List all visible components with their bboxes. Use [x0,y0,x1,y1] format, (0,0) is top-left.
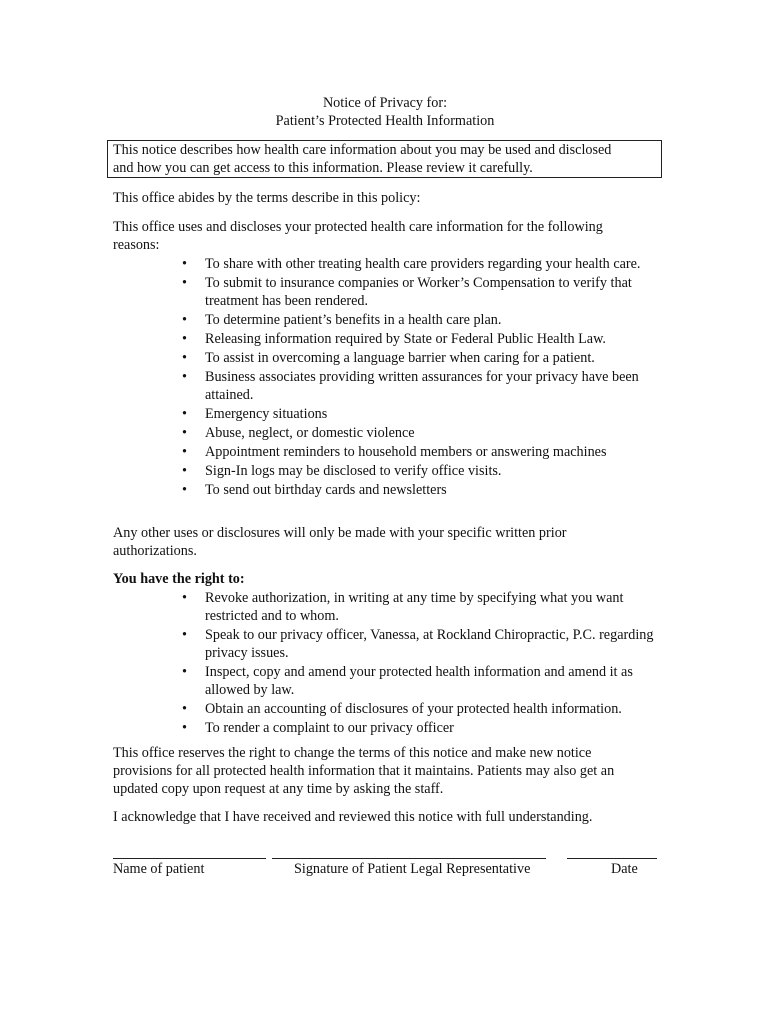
date-signature-line [567,858,657,859]
bullet-icon: • [182,482,187,498]
bullet-icon: • [182,256,187,272]
list-item: • Inspect, copy and amend your protected health information and amend it as allowed by law. [182,664,633,698]
bullet-icon: • [182,406,187,422]
bullet-icon: • [182,463,187,479]
list-item: • To determine patient’s benefits in a health care plan. [182,312,502,328]
bullet-icon: • [182,312,187,328]
bullet-icon: • [182,627,187,643]
bullet-icon: • [182,701,187,717]
title-line-1: Notice of Privacy for: [322,95,448,111]
list-item: • Business associates providing written assurances for your privacy have been attained. [182,369,639,403]
list-item: • To send out birthday cards and newsletters [182,482,447,498]
list-item: • Releasing information required by State or Federal Public Health Law. [182,331,606,347]
abides-text: This office abides by the terms describe in this policy: [113,190,421,206]
list-item: • Sign-In logs may be disclosed to verify office visits. [182,463,502,479]
signature-label: Signature of Patient Legal Representative [294,861,531,877]
list-item: • Revoke authorization, in writing at any time by specifying what you want restricted and to whom. [182,590,624,624]
bullet-icon: • [182,444,187,460]
bullet-icon: • [182,331,187,347]
uses-intro-line-2: reasons: [113,237,160,253]
notice-box-line-2: and how you can get access to this information. Please review it carefully. [113,160,533,176]
representative-signature-line [272,858,546,859]
bullet-icon: • [182,590,187,606]
rights-list [182,589,662,738]
title-line-2: Patient’s Protected Health Information [275,113,495,129]
notice-box [107,140,662,178]
bullet-icon: • [182,350,187,366]
bullet-icon: • [182,369,187,385]
list-item: • Emergency situations [182,406,328,422]
list-item: • To submit to insurance companies or Worker’s Compensation to verify that treatment has been rendered. [182,275,632,309]
other-uses-text: Any other uses or disclosures will only be made with your specific written prior authorizations. [113,525,567,559]
uses-intro [113,218,663,254]
list-item: • Abuse, neglect, or domestic violence [182,425,415,441]
bullet-icon: • [182,425,187,441]
list-item: • Speak to our privacy officer, Vanessa, at Rockland Chiropractic, P.C. regarding privacy issues. [182,627,654,661]
notice-box-line-1: This notice describes how health care information about you may be used and disclosed [113,142,612,158]
rights-heading: You have the right to: [113,571,245,587]
reserves-text: This office reserves the right to change the terms of this notice and make new notice provisions for all protected health information that it maintains. Patients may also get an updated copy upon request at any time by asking the staff. [113,745,615,797]
name-of-patient-label: Name of patient [113,861,205,877]
list-item: • Appointment reminders to household members or answering machines [182,444,607,460]
bullet-icon: • [182,720,187,736]
list-item: • To render a complaint to our privacy officer [182,720,454,736]
list-item: • To assist in overcoming a language barrier when caring for a patient. [182,350,595,366]
bullet-icon: • [182,275,187,291]
acknowledgement-text: I acknowledge that I have received and reviewed this notice with full understanding. [113,809,593,825]
list-item: • To share with other treating health care providers regarding your health care. [182,256,641,272]
date-label: Date [611,861,638,877]
reasons-list [182,255,662,500]
list-item: • Obtain an accounting of disclosures of your protected health information. [182,701,622,717]
name-signature-line [113,858,266,859]
uses-intro-line-1: This office uses and discloses your protected health care information for the following [113,219,603,235]
bullet-icon: • [182,664,187,680]
